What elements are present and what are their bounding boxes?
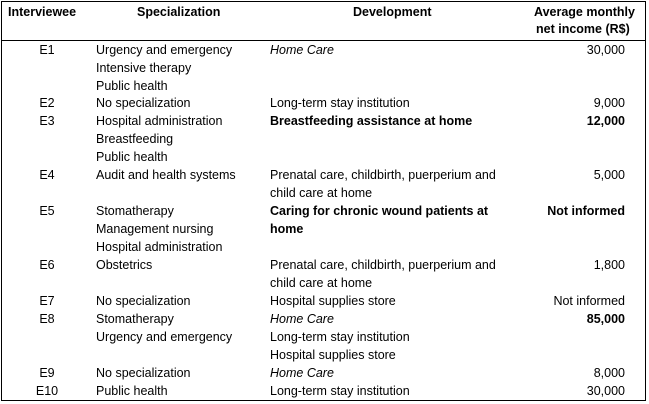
row-development: Home Care: [270, 43, 334, 57]
row-income: 30,000: [586, 384, 625, 398]
row-income: 9,000: [593, 96, 625, 110]
row-development: Home Care: [270, 366, 334, 380]
row-id: E5: [39, 204, 55, 218]
header-interviewee: Interviewee: [8, 5, 77, 19]
row-income: 30,000: [586, 43, 625, 57]
row-specialization: Breastfeeding: [96, 132, 174, 146]
header-income: Average monthly: [534, 5, 635, 19]
row-id: E2: [39, 96, 55, 110]
row-development: Caring for chronic wound patients at: [270, 204, 489, 218]
row-id: E8: [39, 312, 55, 326]
row-development: Long-term stay institution: [270, 330, 410, 344]
header-development: Development: [353, 5, 432, 19]
row-specialization: Stomatherapy: [96, 312, 174, 326]
row-specialization: Public health: [96, 79, 168, 93]
row-id: E3: [39, 114, 55, 128]
row-development: Prenatal care, childbirth, puerperium and: [270, 168, 496, 182]
header-income-cont: net income (R$): [536, 22, 630, 36]
row-development: Prenatal care, childbirth, puerperium and: [270, 258, 496, 272]
row-specialization: No specialization: [96, 366, 191, 380]
row-specialization: Public health: [96, 384, 168, 398]
row-development: child care at home: [270, 186, 373, 200]
row-income: 5,000: [593, 168, 625, 182]
row-development: Long-term stay institution: [270, 96, 410, 110]
row-id: E4: [39, 168, 55, 182]
row-specialization: Urgency and emergency: [96, 43, 233, 57]
row-development: Hospital supplies store: [270, 348, 396, 362]
header-specialization: Specialization: [137, 5, 221, 19]
row-specialization: Audit and health systems: [96, 168, 236, 182]
row-income: Not informed: [547, 204, 625, 218]
row-income: 85,000: [586, 312, 625, 326]
row-id: E6: [39, 258, 55, 272]
row-specialization: Urgency and emergency: [96, 330, 233, 344]
row-specialization: Public health: [96, 150, 168, 164]
row-development: Breastfeeding assistance at home: [270, 114, 473, 128]
row-id: E10: [35, 384, 59, 398]
row-specialization: Hospital administration: [96, 114, 223, 128]
row-specialization: Obstetrics: [96, 258, 153, 272]
row-id: E1: [39, 43, 55, 57]
row-specialization: Intensive therapy: [96, 61, 192, 75]
row-development: child care at home: [270, 276, 373, 290]
row-development: home: [270, 222, 304, 236]
row-specialization: Management nursing: [96, 222, 214, 236]
row-income: 12,000: [586, 114, 625, 128]
row-specialization: No specialization: [96, 294, 191, 308]
row-id: E7: [39, 294, 55, 308]
row-specialization: Hospital administration: [96, 240, 223, 254]
row-development: Home Care: [270, 312, 334, 326]
row-development: Long-term stay institution: [270, 384, 410, 398]
row-specialization: Stomatherapy: [96, 204, 174, 218]
row-income: 1,800: [593, 258, 625, 272]
row-income: Not informed: [553, 294, 625, 308]
row-income: 8,000: [593, 366, 625, 380]
row-id: E9: [39, 366, 55, 380]
row-development: Hospital supplies store: [270, 294, 396, 308]
row-specialization: No specialization: [96, 96, 191, 110]
